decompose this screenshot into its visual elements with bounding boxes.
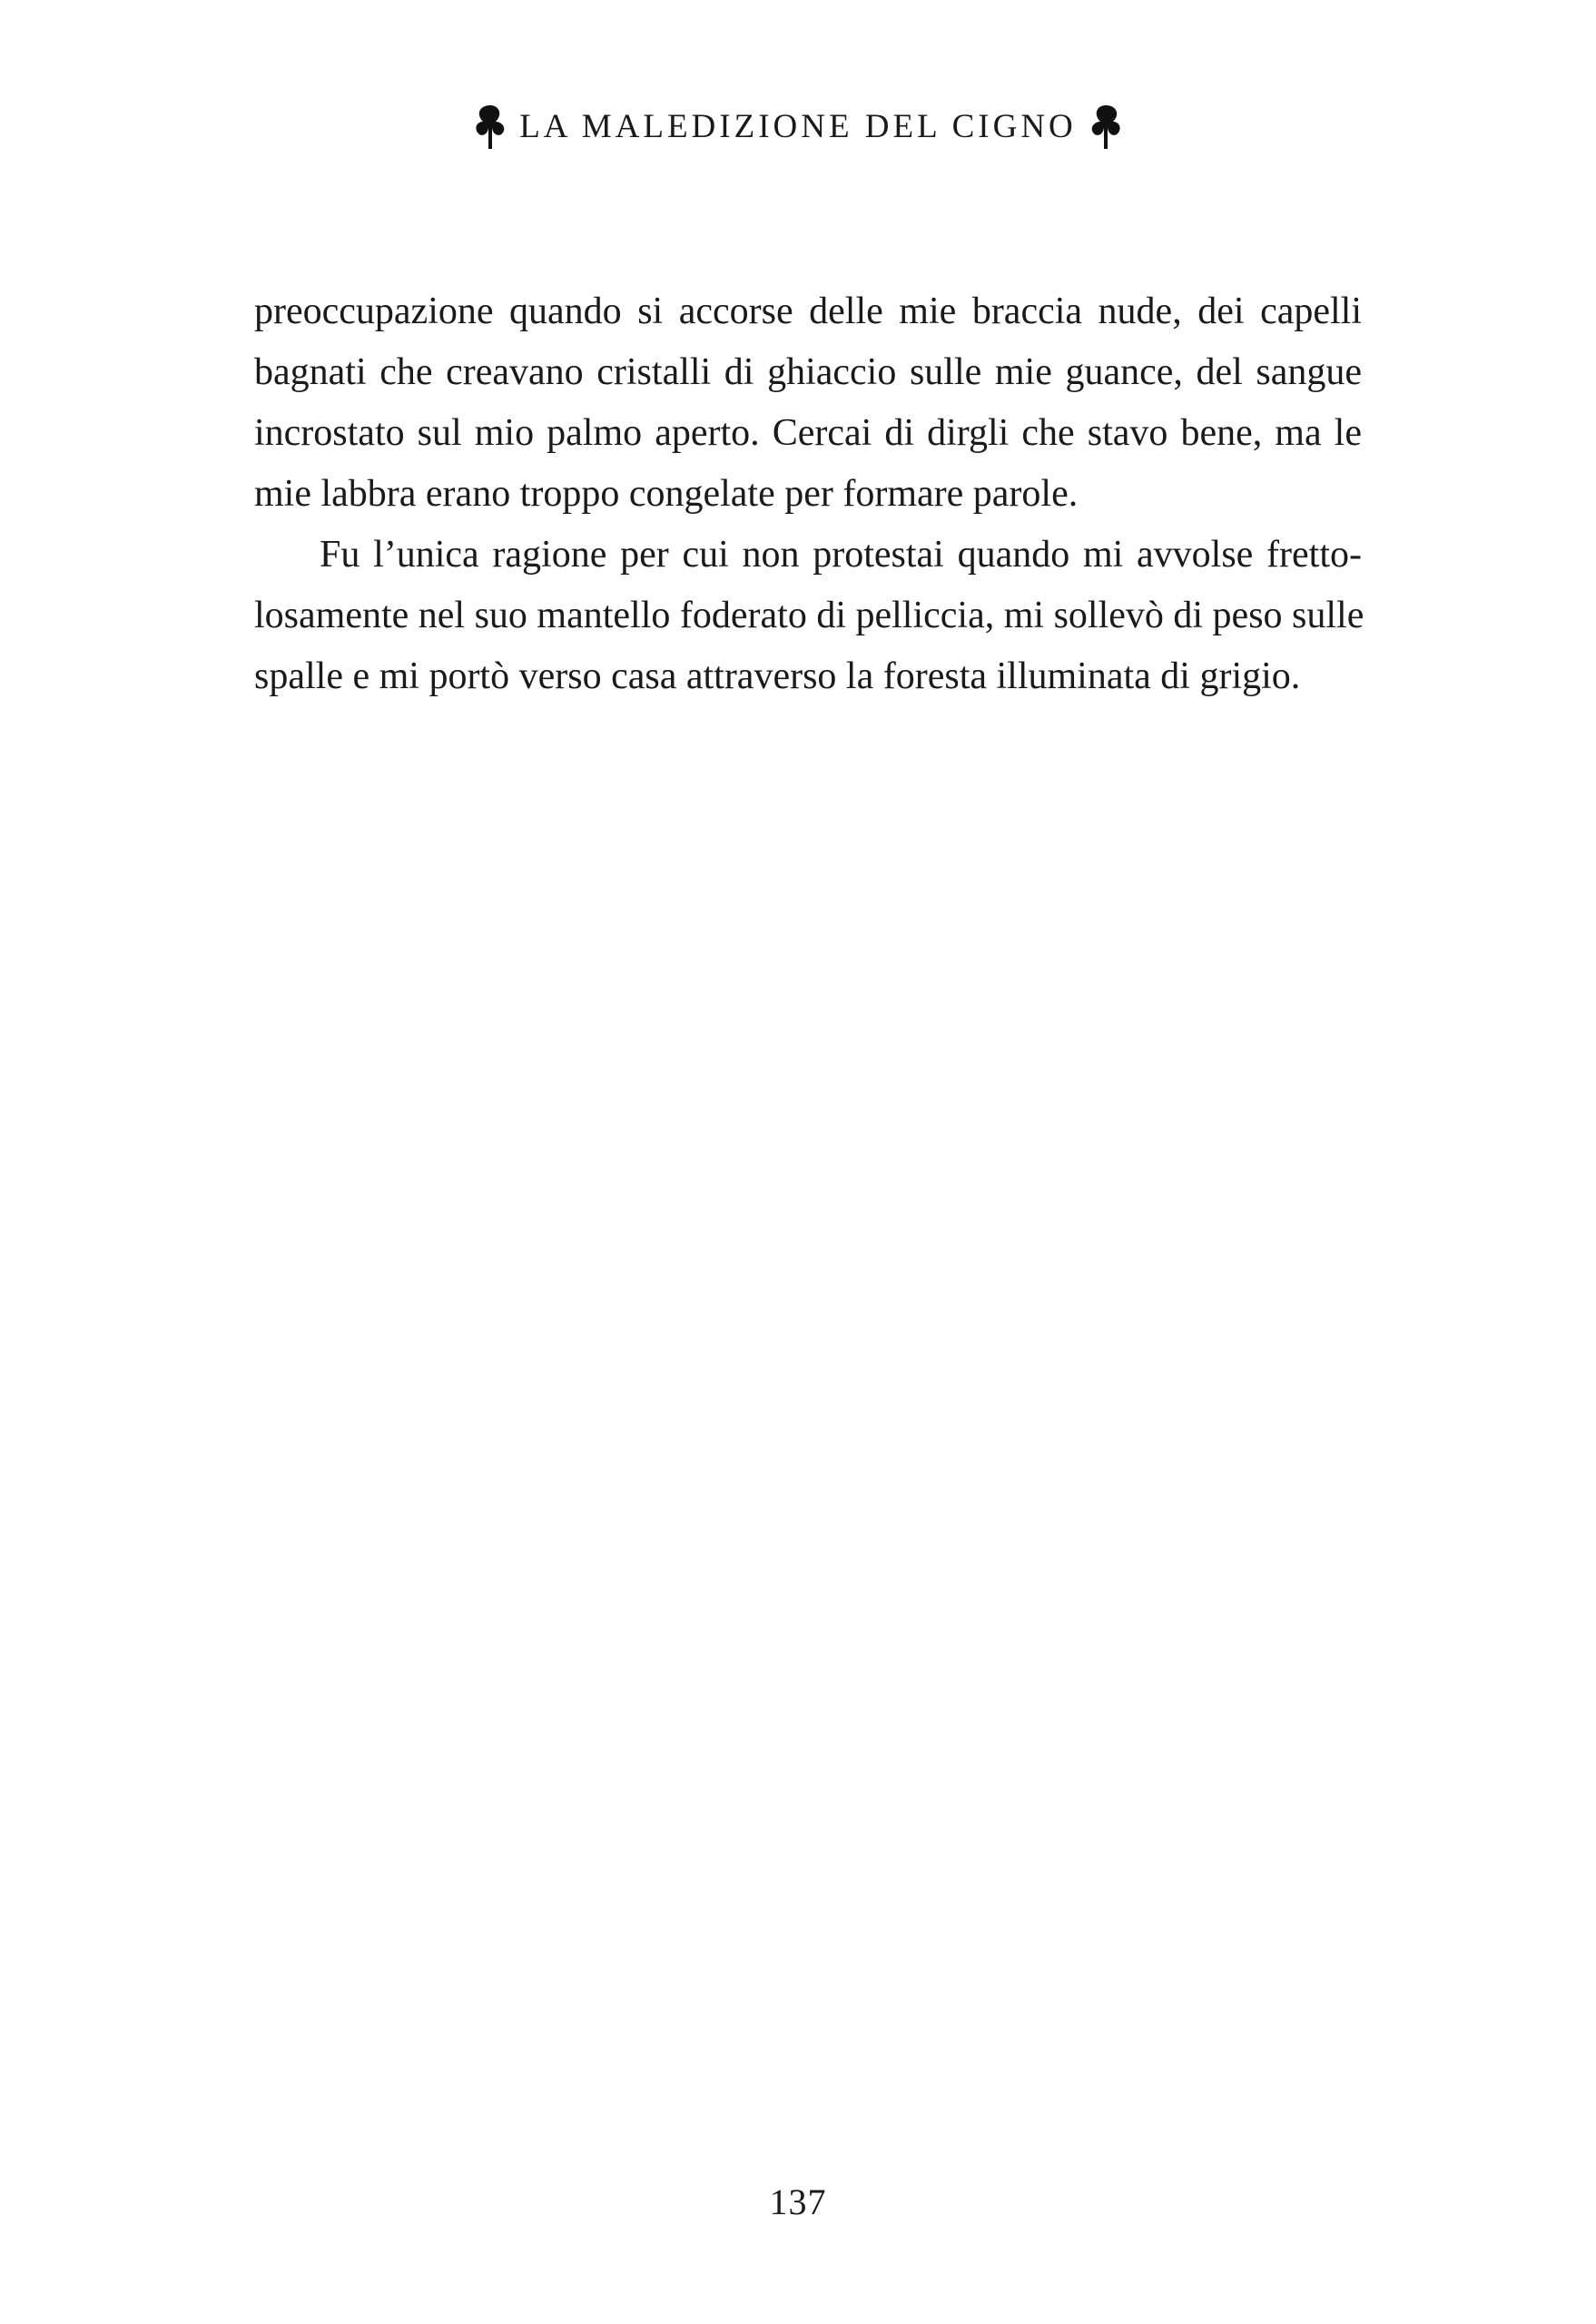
text-line: spalle e mi portò verso casa attraverso la foresta illuminata di grigio.: [254, 655, 1301, 697]
body-text: [254, 281, 1362, 707]
text-line: bagnati che creavano cristalli di ghiaccio sulle mie guance, del sangue: [254, 351, 1362, 393]
text-line: Fu l’unica ragione per cui non protestai quando mi avvolse fretto-: [320, 534, 1362, 576]
fleuron-right-icon: [1089, 102, 1126, 153]
text-line: incrostato sul mio palmo aperto. Cercai di dirgli che stavo bene, ma le: [254, 412, 1362, 454]
page-number: 137: [769, 2181, 827, 2222]
text-line: mie labbra erano troppo congelate per formare parole.: [254, 473, 1079, 515]
paragraph: [254, 525, 1362, 707]
text-line: preoccupazione quando si accorse delle mie braccia nude, dei capelli: [254, 290, 1362, 332]
running-header-title: LA MALEDIZIONE DEL CIGNO: [519, 108, 1077, 145]
running-header: [0, 102, 1596, 153]
fleuron-left-icon: [470, 102, 507, 153]
paragraph: [254, 281, 1362, 525]
text-line: losamente nel suo mantello foderato di pelliccia, mi sollevò di peso sulle: [254, 595, 1364, 636]
